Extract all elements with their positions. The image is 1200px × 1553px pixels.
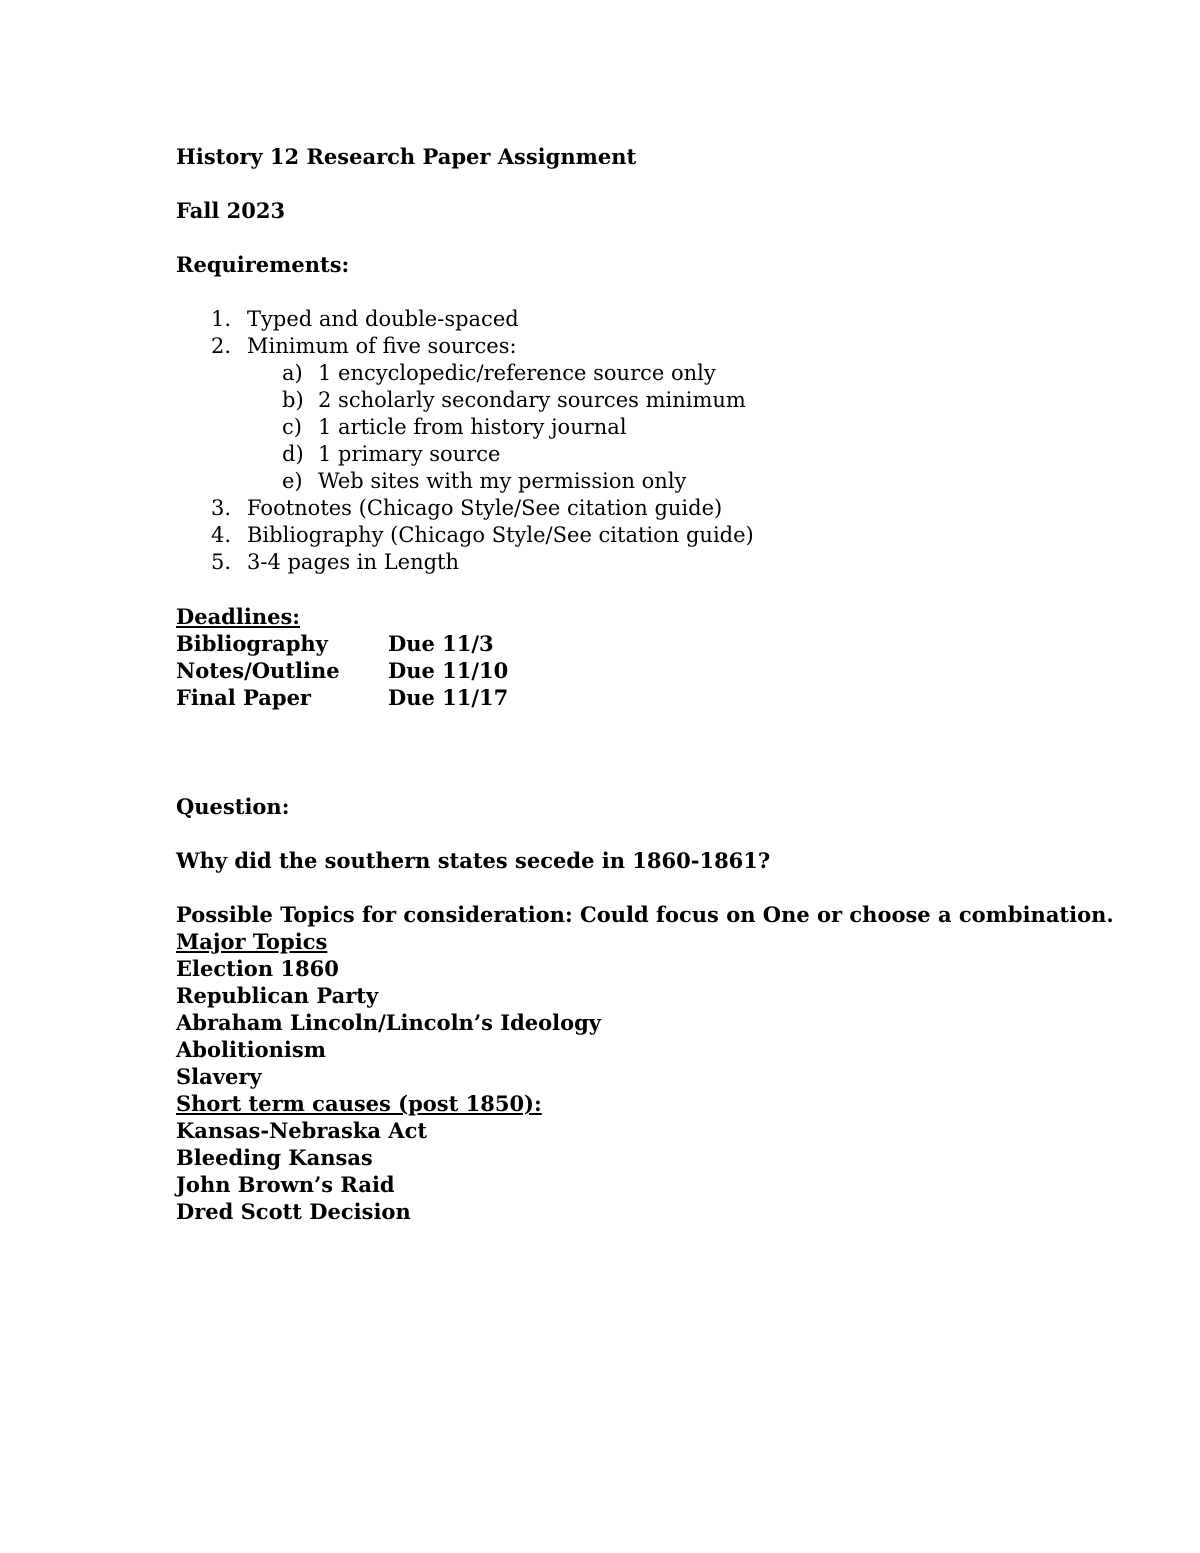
question-text: Why did the southern states secede in 1860-1861? (176, 848, 771, 873)
deadline-item: Bibliography (176, 631, 328, 656)
deadlines-heading: Deadlines: (176, 604, 301, 629)
sublist-text: Web sites with my permission only (318, 469, 687, 493)
sublist-text: 1 primary source (318, 442, 501, 466)
major-topics-heading: Major Topics (176, 929, 328, 954)
cause-item: Dred Scott Decision (176, 1199, 411, 1224)
question-heading: Question: (176, 794, 290, 819)
list-number: 5. (211, 550, 232, 574)
deadline-item: Final Paper (176, 685, 311, 710)
topic-item: Election 1860 (176, 956, 339, 981)
topic-item: Abolitionism (176, 1037, 326, 1062)
list-text: Minimum of five sources: (247, 334, 517, 358)
topic-item: Republican Party (176, 983, 379, 1008)
list-text: Typed and double-spaced (247, 307, 519, 331)
sublist-label: e) (282, 469, 303, 493)
short-term-heading: Short term causes (post 1850): (176, 1091, 542, 1116)
document-title: History 12 Research Paper Assignment (176, 144, 637, 169)
sublist-label: c) (282, 415, 302, 439)
topic-item: Abraham Lincoln/Lincoln’s Ideology (176, 1010, 602, 1035)
topic-item: Slavery (176, 1064, 262, 1089)
sublist-label: d) (282, 442, 304, 466)
cause-item: Bleeding Kansas (176, 1145, 373, 1170)
deadline-due: Due 11/3 (388, 631, 494, 656)
deadline-due: Due 11/10 (388, 658, 509, 683)
list-number: 4. (211, 523, 232, 547)
cause-item: John Brown’s Raid (176, 1172, 395, 1197)
list-number: 2. (211, 334, 232, 358)
topics-intro: Possible Topics for consideration: Could focus on One or choose a combination. (176, 902, 1114, 927)
sublist-label: b) (282, 388, 304, 412)
list-text: Bibliography (Chicago Style/See citation guide) (247, 523, 754, 547)
deadline-item: Notes/Outline (176, 658, 340, 683)
term-label: Fall 2023 (176, 198, 286, 223)
list-number: 1. (211, 307, 232, 331)
sublist-text: 2 scholarly secondary sources minimum (318, 388, 746, 412)
sublist-text: 1 encyclopedic/reference source only (318, 361, 716, 385)
sublist-label: a) (282, 361, 303, 385)
sublist-text: 1 article from history journal (318, 415, 627, 439)
list-text: Footnotes (Chicago Style/See citation guide) (247, 496, 723, 520)
list-text: 3-4 pages in Length (247, 550, 459, 574)
requirements-heading: Requirements: (176, 252, 350, 277)
deadline-due: Due 11/17 (388, 685, 509, 710)
list-number: 3. (211, 496, 232, 520)
cause-item: Kansas-Nebraska Act (176, 1118, 428, 1143)
